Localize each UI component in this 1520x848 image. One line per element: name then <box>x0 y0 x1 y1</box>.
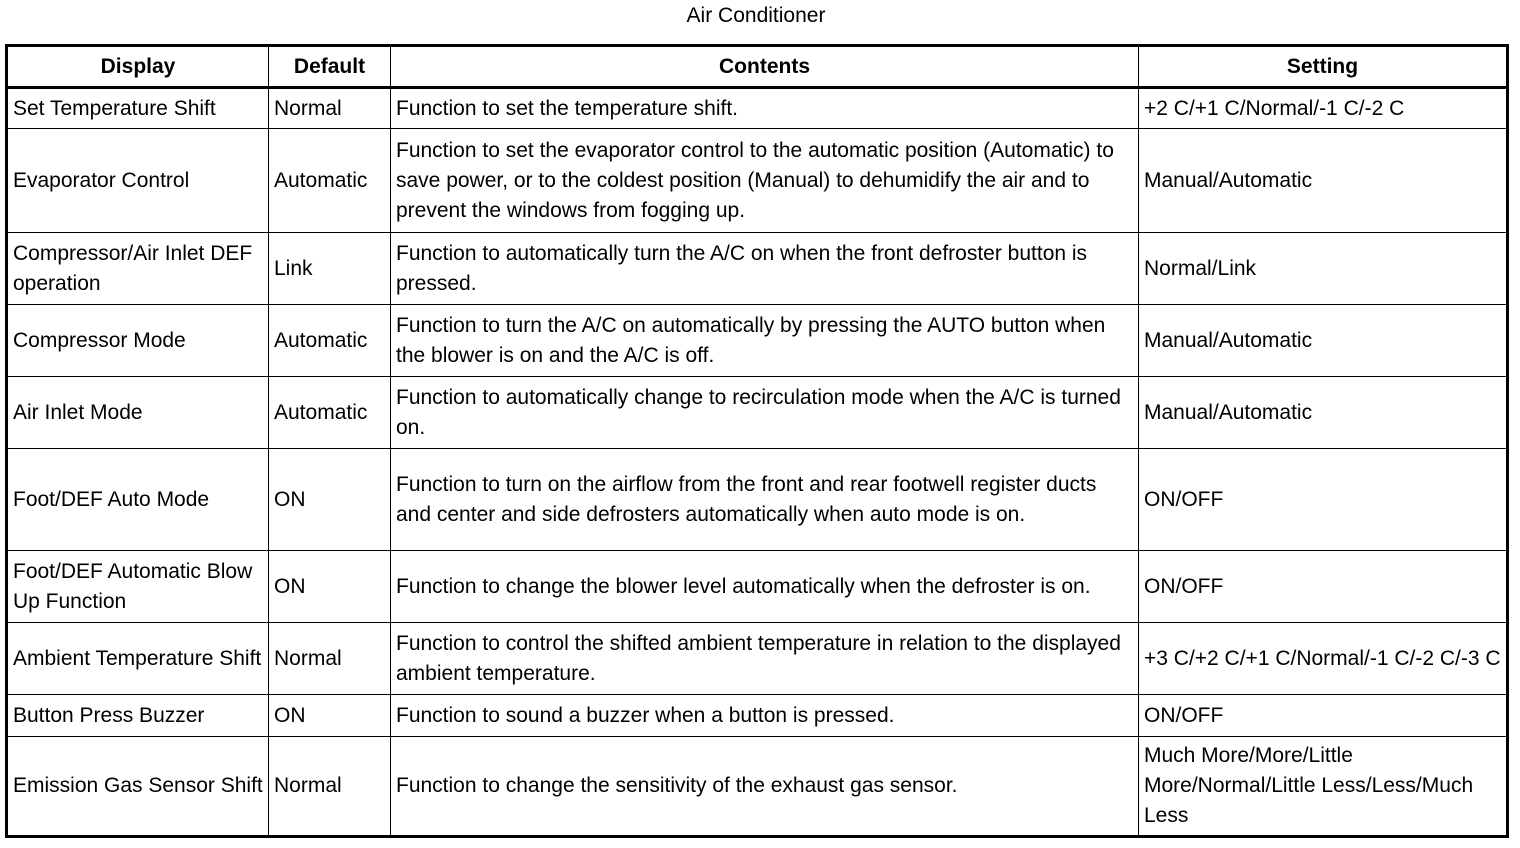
cell-display: Ambient Temperature Shift <box>7 623 269 695</box>
cell-default: Link <box>269 233 391 305</box>
cell-display: Air Inlet Mode <box>7 377 269 449</box>
header-display: Display <box>7 46 269 88</box>
cell-default: Automatic <box>269 305 391 377</box>
cell-setting: Manual/Automatic <box>1139 377 1508 449</box>
cell-display: Foot/DEF Automatic Blow Up Function <box>7 551 269 623</box>
cell-display: Compressor Mode <box>7 305 269 377</box>
cell-contents: Function to automatically turn the A/C on when the front defroster button is pressed. <box>391 233 1139 305</box>
cell-display: Foot/DEF Auto Mode <box>7 449 269 551</box>
cell-contents: Function to sound a buzzer when a button is pressed. <box>391 695 1139 737</box>
cell-contents: Function to turn the A/C on automatically by pressing the AUTO button when the blower is on and the A/C is off. <box>391 305 1139 377</box>
cell-setting: +2 C/+1 C/Normal/-1 C/-2 C <box>1139 88 1508 129</box>
cell-display: Emission Gas Sensor Shift <box>7 737 269 837</box>
cell-contents: Function to automatically change to recirculation mode when the A/C is turned on. <box>391 377 1139 449</box>
table-row <box>7 551 1508 623</box>
table-row <box>7 449 1508 551</box>
settings-table <box>5 44 1509 838</box>
table-body <box>7 88 1508 837</box>
cell-setting: Much More/More/Little More/Normal/Little Less/Less/Much Less <box>1139 737 1508 837</box>
cell-display: Compressor/Air Inlet DEF operation <box>7 233 269 305</box>
cell-contents: Function to set the evaporator control to the automatic position (Automatic) to save power, or to the coldest position (Manual) to dehumidify the air and to prevent the windows from fogging up. <box>391 129 1139 233</box>
table-row <box>7 737 1508 837</box>
table-row <box>7 305 1508 377</box>
cell-setting: Manual/Automatic <box>1139 129 1508 233</box>
cell-setting: +3 C/+2 C/+1 C/Normal/-1 C/-2 C/-3 C <box>1139 623 1508 695</box>
cell-display: Button Press Buzzer <box>7 695 269 737</box>
cell-default: Normal <box>269 737 391 837</box>
cell-contents: Function to change the blower level automatically when the defroster is on. <box>391 551 1139 623</box>
cell-setting: Manual/Automatic <box>1139 305 1508 377</box>
table-row <box>7 88 1508 129</box>
table-row <box>7 623 1508 695</box>
cell-default: Normal <box>269 88 391 129</box>
cell-setting: Normal/Link <box>1139 233 1508 305</box>
table-row <box>7 695 1508 737</box>
cell-default: ON <box>269 695 391 737</box>
cell-contents: Function to change the sensitivity of the exhaust gas sensor. <box>391 737 1139 837</box>
cell-setting: ON/OFF <box>1139 449 1508 551</box>
header-setting: Setting <box>1139 46 1508 88</box>
header-default: Default <box>269 46 391 88</box>
table-row <box>7 129 1508 233</box>
cell-setting: ON/OFF <box>1139 695 1508 737</box>
header-contents: Contents <box>391 46 1139 88</box>
cell-display: Set Temperature Shift <box>7 88 269 129</box>
table-row <box>7 377 1508 449</box>
cell-default: ON <box>269 449 391 551</box>
cell-contents: Function to set the temperature shift. <box>391 88 1139 129</box>
cell-default: ON <box>269 551 391 623</box>
table-row <box>7 233 1508 305</box>
cell-default: Automatic <box>269 129 391 233</box>
header-row <box>7 46 1508 88</box>
table-caption: Air Conditioner <box>686 4 826 27</box>
cell-default: Automatic <box>269 377 391 449</box>
cell-contents: Function to turn on the airflow from the front and rear footwell register ducts and center and side defrosters automatically when auto mode is on. <box>391 449 1139 551</box>
cell-default: Normal <box>269 623 391 695</box>
cell-display: Evaporator Control <box>7 129 269 233</box>
table-header <box>7 46 1508 88</box>
cell-contents: Function to control the shifted ambient temperature in relation to the displayed ambient temperature. <box>391 623 1139 695</box>
cell-setting: ON/OFF <box>1139 551 1508 623</box>
